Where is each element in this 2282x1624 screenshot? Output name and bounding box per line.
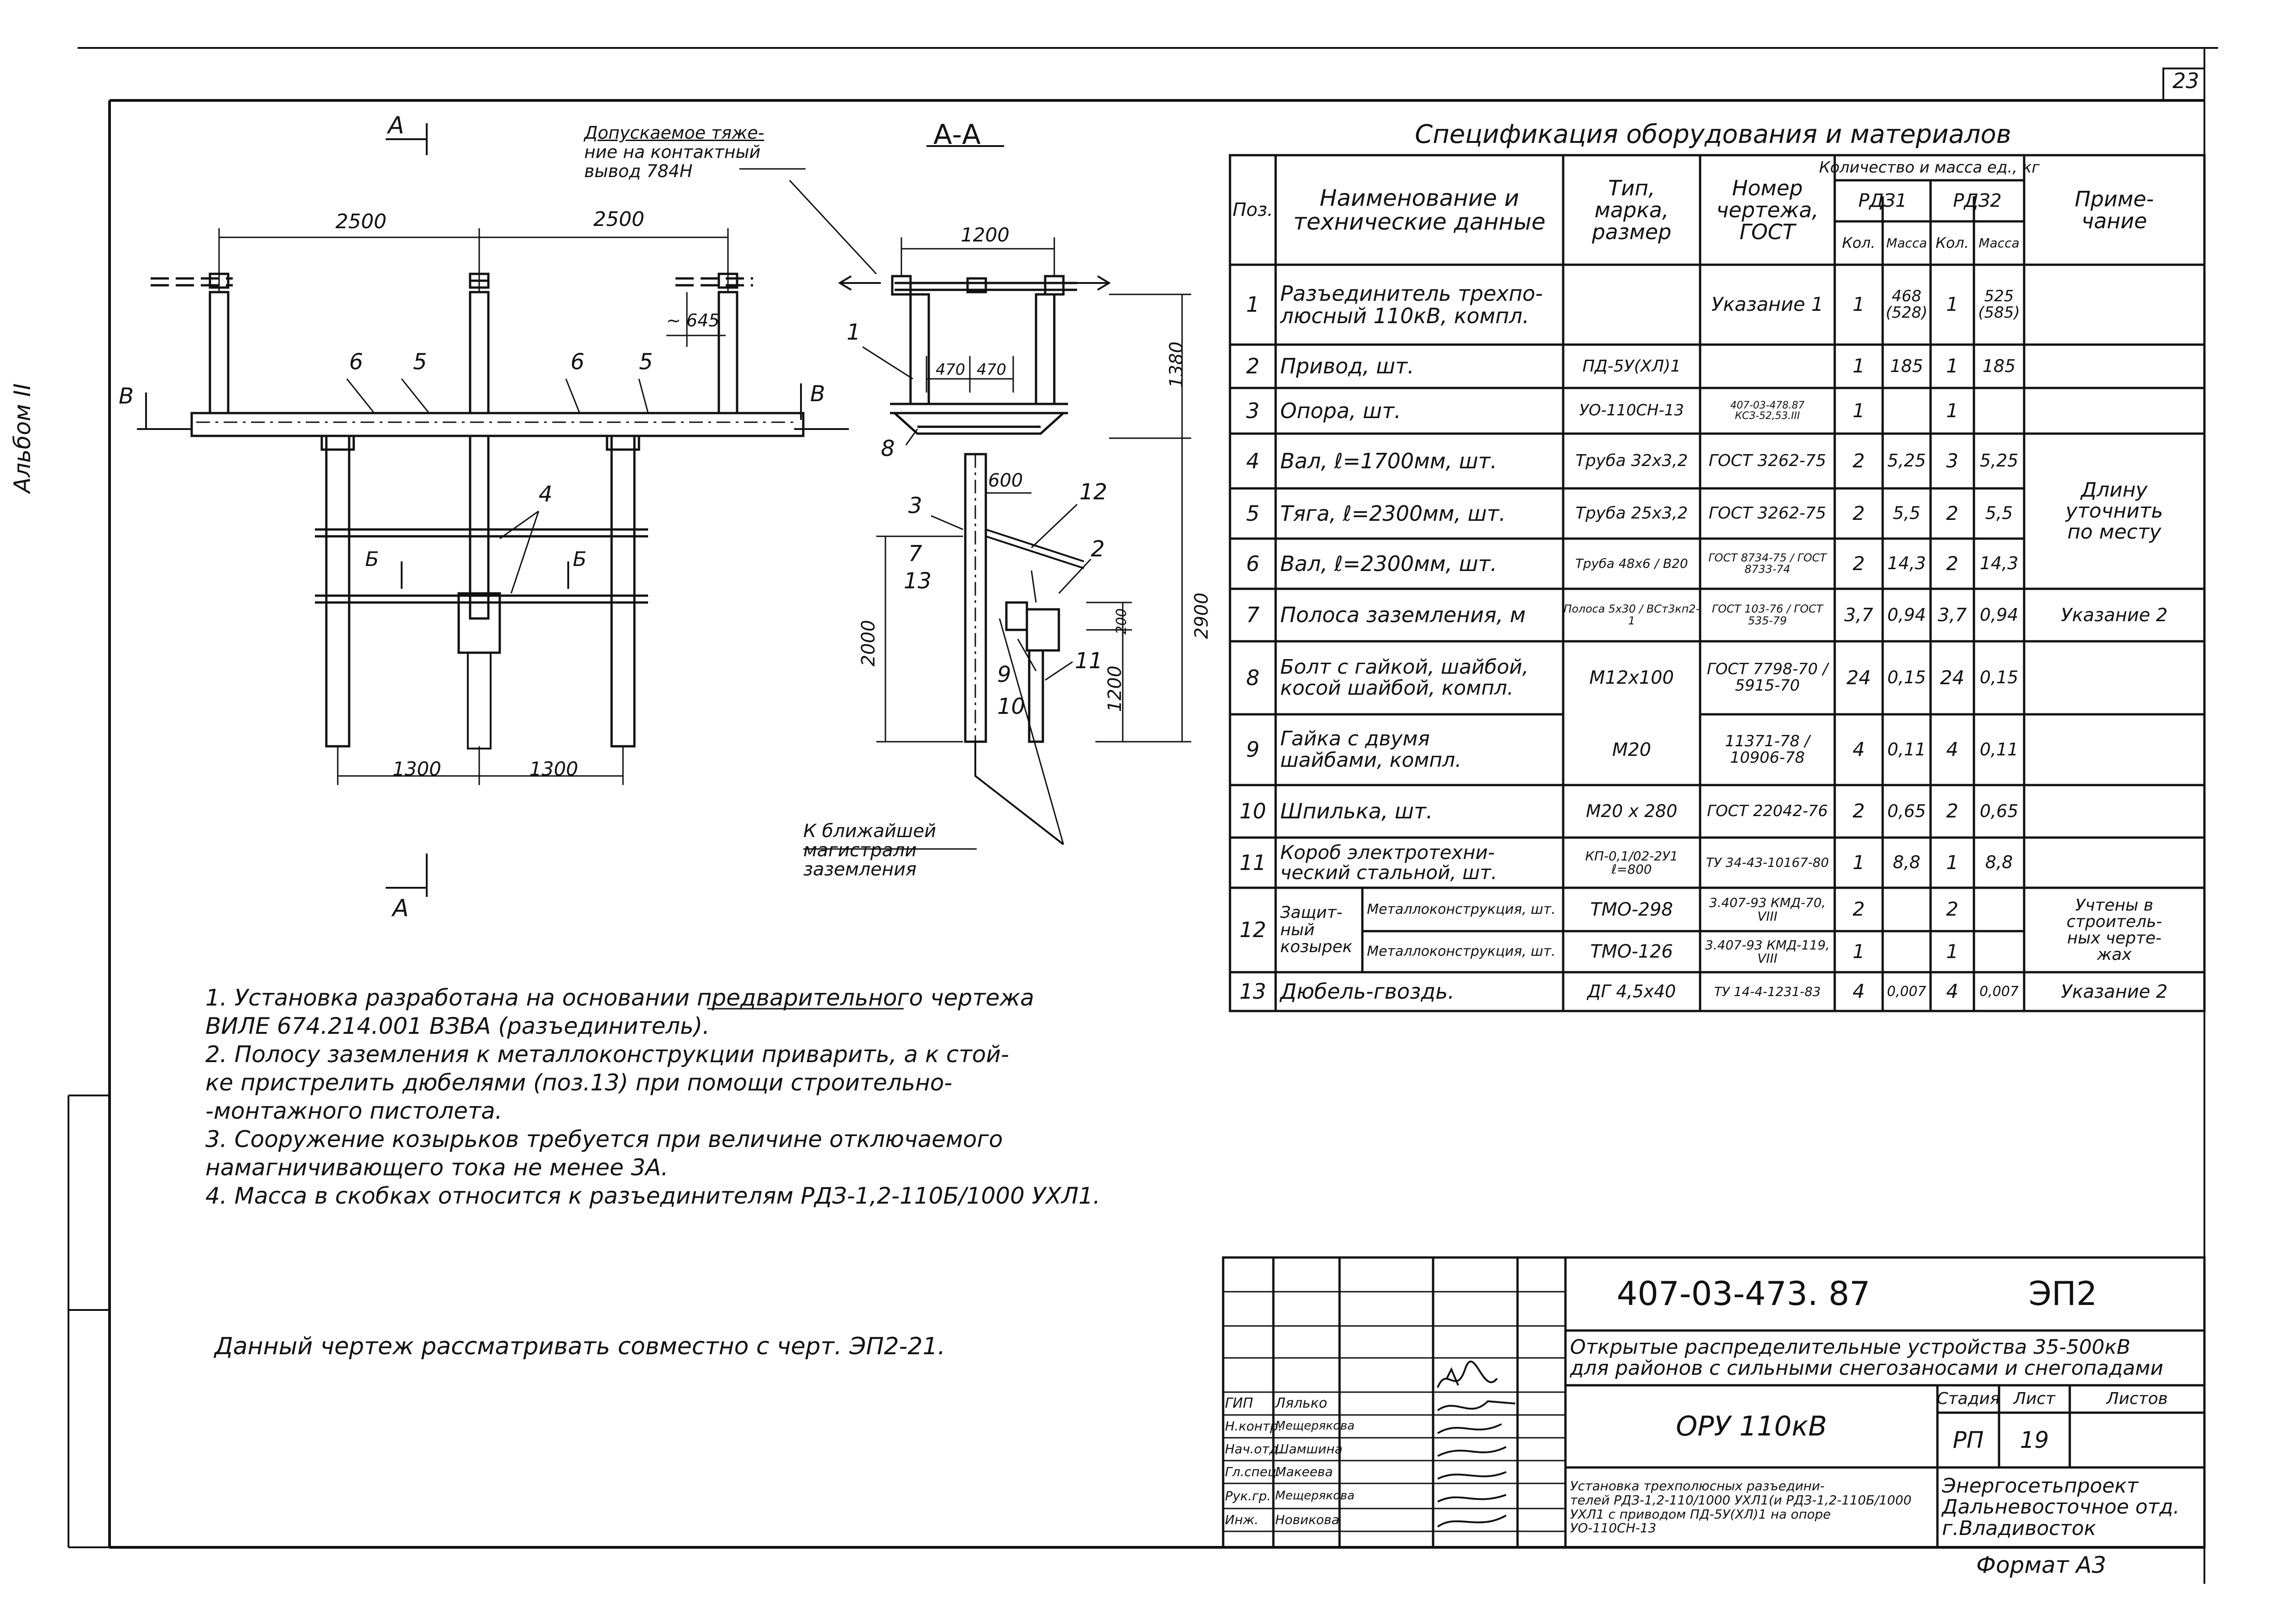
- doc-code: 407-03-473. 87: [1617, 1274, 1870, 1313]
- table-row-m2: 5,25: [1979, 451, 2019, 471]
- section-bb-left: Б: [365, 548, 379, 571]
- table-row-q1: 4: [1853, 738, 1865, 761]
- format-label: Формат А3: [1976, 1552, 2106, 1578]
- role-label: Гл.спец.: [1225, 1464, 1281, 1480]
- table-row-pos: 12: [1239, 917, 1267, 943]
- table-row-type: М12х100: [1589, 667, 1674, 688]
- sheets-label: Листов: [2106, 1389, 2168, 1409]
- dim-600: 600: [988, 470, 1023, 491]
- dim-2500-left: 2500: [335, 210, 387, 233]
- table-row-q1: 2: [1853, 800, 1865, 822]
- spec-header-mass-1: Масса: [1886, 235, 1927, 251]
- table-row-m2: 0,11: [1979, 739, 2019, 760]
- joint-note: Данный чертеж рассматривать совместно с черт. ЭП2-21.: [215, 1333, 946, 1360]
- table-row-m2: 0,94: [1979, 604, 2019, 625]
- dim-1200-lower: 1200: [1104, 665, 1125, 712]
- table-row-pos: 1: [1246, 292, 1260, 317]
- table-row-m1: 185: [1890, 356, 1923, 376]
- table-row-type: Труба 48х6 / В20: [1575, 556, 1688, 571]
- organization: Энергосетьпроект Дальневосточное отд. г.Владивосток: [1942, 1474, 2180, 1540]
- person-name: Макеева: [1275, 1464, 1333, 1480]
- table-row-name: Короб электротехни- ческий стальной, шт.: [1280, 841, 1497, 884]
- pos-label: 5: [639, 349, 653, 375]
- role-label: Нач.отд.: [1225, 1441, 1282, 1457]
- table-row-drawing: ГОСТ 22042-76: [1707, 802, 1828, 820]
- table-row-q1: 2: [1853, 898, 1865, 921]
- table-row-q1: 2: [1853, 449, 1865, 472]
- dim-2000: 2000: [858, 620, 879, 666]
- role-label: ГИП: [1225, 1395, 1253, 1412]
- project-title: Открытые распределительные устройства 35-500кВ для районов с сильными снегозаносами и снегопадами: [1570, 1335, 2163, 1380]
- table-row-m1: 0,15: [1887, 667, 1926, 688]
- person-name: Мещерякова: [1275, 1488, 1355, 1503]
- table-row-m1: 468 (528): [1885, 287, 1928, 322]
- table-row-drawing: 11371-78 / 10906-78: [1725, 732, 1810, 767]
- table-row-q1: 4: [1853, 980, 1865, 1003]
- table-row-m1: 0,007: [1887, 983, 1926, 1000]
- person-name: Новикова: [1275, 1512, 1340, 1528]
- general-notes: 1. Установка разработана на основании предварительного чертежа ВИЛЕ 674.214.001 ВЗВА (разъединитель). 2. Полосу заземления к металлоконструкции приварить, а к стой- ке пристрелить дюбелями (поз.13) при помощи строительно- -монтажного пистолета. 3. Сооружение козырьков требуется при величине отключаемого намагничивающего тока не менее 3А. 4. Масса в скобках относится к разъединителям РДЗ-1,2-110Б/1000 УХЛ1.: [205, 985, 1100, 1209]
- table-row-m2: 525 (585): [1978, 287, 2020, 322]
- table-row-m2: 0,65: [1979, 801, 2019, 821]
- pos-label: 13: [904, 568, 932, 594]
- table-row-name: Опора, шт.: [1280, 398, 1401, 423]
- table-row-drawing: ГОСТ 103-76 / ГОСТ 535-79: [1712, 602, 1823, 627]
- table-row-note: Указание 2: [2061, 604, 2168, 626]
- table-row-m1: 14,3: [1887, 553, 1926, 574]
- table-row-name: Болт с гайкой, шайбой, косой шайбой, компл.: [1280, 655, 1529, 700]
- spec-header-qty-2: Кол.: [1936, 234, 1969, 251]
- pos-label: 9: [997, 662, 1011, 687]
- dim-1300-right: 1300: [529, 758, 578, 780]
- table-row-q2: 4: [1946, 980, 1958, 1003]
- table-row-pos: 5: [1246, 501, 1260, 526]
- spec-header-pos: Поз.: [1232, 199, 1273, 220]
- table-row-name: Привод, шт.: [1280, 354, 1414, 379]
- pos-label: 10: [997, 694, 1026, 719]
- spec-header-name: Наименование и технические данные: [1293, 184, 1546, 235]
- table-row-m2: 14,3: [1979, 553, 2019, 574]
- table-row-q2: 3,7: [1937, 604, 1967, 626]
- pos-label: 4: [539, 482, 553, 507]
- section-bb-right: Б: [573, 548, 587, 571]
- stage-value: РП: [1952, 1426, 1984, 1453]
- spec-header-note: Приме- чание: [2074, 186, 2154, 233]
- table-row-q1: 1: [1853, 293, 1865, 316]
- table-row-pos: 3: [1246, 398, 1260, 423]
- pos-label: 6: [570, 349, 585, 375]
- table-row-drawing: 3.407-93 КМД-119, VIII: [1705, 937, 1830, 966]
- role-label: Н.контр.: [1225, 1419, 1282, 1434]
- table-row-type: ДГ 4,5х40: [1587, 981, 1676, 1001]
- table-row-q2: 1: [1946, 851, 1958, 874]
- table-row-name: Полоса заземления, м: [1280, 602, 1526, 628]
- table-row-q2: 2: [1946, 552, 1958, 575]
- pos-label: 7: [908, 541, 922, 566]
- object-name: ОРУ 110кВ: [1676, 1410, 1827, 1442]
- table-row-q2: 1: [1946, 940, 1958, 963]
- table-row-name: Вал, ℓ=1700мм, шт.: [1280, 448, 1497, 473]
- table-row-name: Гайка с двумя шайбами, компл.: [1280, 727, 1462, 772]
- section-b-right: В: [810, 381, 825, 407]
- spec-header-qty-1: Кол.: [1842, 234, 1875, 251]
- table-row-drawing: ТУ 34-43-10167-80: [1706, 855, 1829, 870]
- spec-header-mass-2: Масса: [1978, 235, 2020, 251]
- section-code: ЭП2: [2028, 1274, 2098, 1313]
- table-row-q2: 1: [1946, 399, 1958, 422]
- spec-header-rd31: РДЗ1: [1858, 190, 1907, 211]
- table-row-m1: 0,11: [1887, 739, 1926, 760]
- dim-200: 200: [1114, 608, 1130, 634]
- table-row-pos: 2: [1246, 354, 1260, 379]
- pos-label: 11: [1075, 648, 1103, 674]
- table-row-name: Металлоконструкция, шт.: [1367, 943, 1556, 960]
- table-row-q2: 1: [1946, 355, 1958, 377]
- table-row-m1: 0,65: [1887, 801, 1926, 821]
- pos-label: 8: [881, 436, 895, 461]
- callout-tension: Допускаемое тяже- ние на контактный вывод 784Н: [584, 123, 764, 181]
- table-row-type: М20: [1612, 739, 1651, 760]
- spec-header-drawing: Номер чертежа, ГОСТ: [1716, 175, 1819, 245]
- table-row-drawing: Указание 1: [1711, 293, 1824, 316]
- table-row-q2: 2: [1946, 502, 1958, 524]
- table-row-q1: 2: [1853, 552, 1865, 575]
- table-row-m1: 0,94: [1887, 604, 1926, 625]
- table-row-name: Дюбель-гвоздь.: [1280, 979, 1455, 1004]
- role-label: Инж.: [1225, 1512, 1259, 1528]
- table-row-m2: 0,007: [1979, 983, 2019, 1000]
- table-row-type: М20 х 280: [1586, 801, 1678, 821]
- table-row-q2: 4: [1946, 738, 1958, 761]
- table-row-q2: 24: [1940, 666, 1965, 689]
- table-row-type: ПД-5У(ХЛ)1: [1582, 356, 1681, 376]
- table-row-drawing: ГОСТ 7798-70 / 5915-70: [1706, 660, 1828, 695]
- row12-group-label: Защит- ный козырек: [1280, 903, 1353, 957]
- callout-ground: К ближайшей магистрали заземления: [803, 821, 937, 880]
- table-row-pos: 6: [1246, 551, 1260, 576]
- table-row-q1: 24: [1846, 666, 1871, 689]
- sheet-value: 19: [2020, 1426, 2049, 1453]
- table-row-drawing: ГОСТ 3262-75: [1708, 504, 1827, 523]
- note-length-merged: Длину уточнить по месту: [2065, 478, 2163, 544]
- table-row-q1: 2: [1853, 502, 1865, 524]
- table-row-q1: 3,7: [1844, 604, 1874, 626]
- table-row-q1: 1: [1853, 355, 1865, 377]
- table-row-name: Тяга, ℓ=2300мм, шт.: [1280, 501, 1506, 526]
- table-row-drawing: ГОСТ 3262-75: [1708, 451, 1827, 471]
- table-row-name: Металлоконструкция, шт.: [1367, 901, 1556, 917]
- pos-label: 12: [1079, 479, 1108, 505]
- table-row-type: ТМО-298: [1590, 899, 1673, 920]
- table-row-pos: 13: [1239, 979, 1267, 1004]
- table-row-note: Указание 2: [2061, 981, 2168, 1002]
- table-row-drawing: 407-03-478.87 КСЗ-52,53.III: [1730, 399, 1805, 422]
- table-row-type: Полоса 5х30 / ВСт3кп2-1: [1563, 602, 1700, 627]
- dim-1380: 1380: [1166, 341, 1187, 388]
- table-row-q2: 3: [1946, 449, 1958, 472]
- page-number: 23: [2172, 68, 2199, 93]
- table-row-q2: 2: [1946, 800, 1958, 822]
- signatures: [1438, 1362, 1515, 1527]
- table-row-type: Труба 25х3,2: [1575, 504, 1688, 523]
- table-row-pos: 11: [1239, 850, 1267, 875]
- spec-header-qty-mass: Количество и масса ед., кг: [1819, 158, 2040, 177]
- person-name: Мещерякова: [1275, 1419, 1355, 1433]
- pos-label: 2: [1091, 536, 1105, 562]
- table-row-type: КП-0,1/02-2У1 ℓ=800: [1585, 848, 1678, 877]
- table-row-type: Труба 32х3,2: [1575, 451, 1688, 471]
- table-row-q2: 2: [1946, 898, 1958, 921]
- note-row-12: Учтены в строитель- ных черте- жах: [2066, 896, 2162, 964]
- section-aa-title: А-А: [933, 119, 981, 151]
- table-row-m2: 5,5: [1985, 503, 2013, 524]
- table-row-drawing: ГОСТ 8734-75 / ГОСТ 8733-74: [1708, 551, 1827, 576]
- album-label: Альбом II: [9, 383, 36, 493]
- table-row-name: Разъединитель трехпо- люсный 110кВ, компл.: [1280, 281, 1543, 328]
- spec-title: Спецификация оборудования и материалов: [1415, 120, 2011, 149]
- table-row-type: ТМО-126: [1590, 941, 1673, 962]
- table-row-pos: 9: [1246, 737, 1260, 762]
- table-row-q1: 1: [1853, 940, 1865, 963]
- spec-header-rd32: РДЗ2: [1953, 190, 2002, 211]
- dim-2900: 2900: [1191, 592, 1212, 639]
- dim-1200: 1200: [961, 224, 1010, 246]
- table-row-m1: 8,8: [1893, 852, 1921, 873]
- table-row-m2: 185: [1982, 356, 2016, 376]
- table-row-drawing: 3.407-93 КМД-70, VIII: [1709, 895, 1826, 924]
- table-row-m1: 5,5: [1893, 503, 1921, 524]
- table-row-pos: 8: [1246, 665, 1260, 690]
- table-row-pos: 10: [1239, 799, 1267, 824]
- drawing-description: Установка трехполюсных разъедини- телей РДЗ-1,2-110/1000 УХЛ1(и РДЗ-1,2-110Б/1000 УХЛ1 с приводом ПД-5У(ХЛ)1 на опоре УО-110СН-13: [1570, 1478, 1912, 1536]
- person-name: Шамшина: [1275, 1441, 1343, 1457]
- dim-2500-right: 2500: [593, 208, 644, 231]
- table-row-name: Шпилька, шт.: [1280, 799, 1433, 824]
- section-a-top: А: [388, 112, 404, 139]
- role-label: Рук.гр.: [1225, 1488, 1271, 1504]
- table-row-pos: 7: [1246, 602, 1260, 628]
- section-b-left: В: [119, 383, 134, 409]
- pos-label: 6: [349, 349, 363, 375]
- table-row-q1: 1: [1853, 399, 1865, 422]
- dim-470-right: 470: [977, 361, 1006, 379]
- table-row-q1: 1: [1853, 851, 1865, 874]
- dim-470-left: 470: [936, 361, 965, 379]
- pos-label: 5: [413, 349, 427, 375]
- table-row-q2: 1: [1946, 293, 1958, 316]
- sheet-label: Лист: [2013, 1389, 2056, 1409]
- table-row-pos: 4: [1246, 448, 1260, 473]
- pos-label: 1: [847, 320, 861, 345]
- table-row-type: УО-110СН-13: [1579, 401, 1684, 420]
- table-row-m1: 5,25: [1887, 451, 1926, 471]
- stage-label: Стадия: [1937, 1389, 2000, 1409]
- dim-645: ~ 645: [666, 310, 720, 330]
- person-name: Лялько: [1275, 1395, 1327, 1412]
- table-row-m2: 8,8: [1985, 852, 2013, 873]
- pos-label: 3: [908, 493, 922, 519]
- dim-1300-left: 1300: [393, 758, 441, 780]
- spec-header-type: Тип, марка, размер: [1591, 175, 1672, 245]
- table-row-drawing: ТУ 14-4-1231-83: [1714, 984, 1821, 999]
- table-row-name: Вал, ℓ=2300мм, шт.: [1280, 551, 1497, 576]
- section-a-bottom: А: [393, 895, 409, 922]
- table-row-m2: 0,15: [1979, 667, 2019, 688]
